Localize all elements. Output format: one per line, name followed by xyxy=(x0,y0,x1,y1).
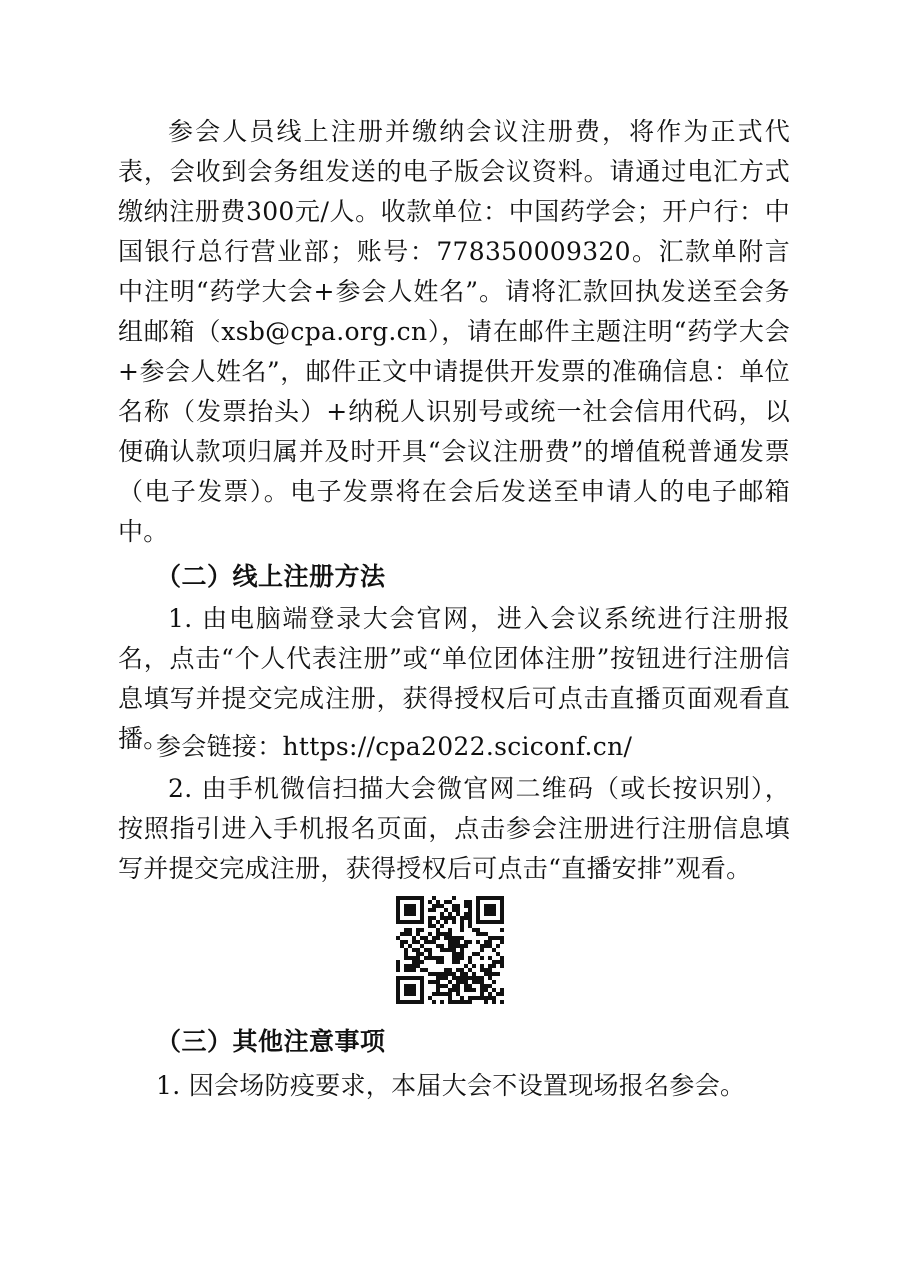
note-no-onsite-registration: 1. 因会场防疫要求，本届大会不设置现场报名参会。 xyxy=(156,1071,746,1100)
section-heading-other-notes: （三）其他注意事项 xyxy=(156,1027,386,1056)
registration-link[interactable]: 参会链接：https://cpa2022.sciconf.cn/ xyxy=(156,732,633,761)
registration-fee-paragraph: 参会人员线上注册并缴纳会议注册费，将作为正式代表，会收到会务组发送的电子版会议资料。请通过电汇方式缴纳注册费300元/人。收款单位：中国药学会；开户行：中国银行总行营业部；账号：778350009320。汇款单附言中注明“药学大会+参会人姓名”。请将汇款回执发送至会务组邮箱（xsb@cpa.org.cn），请在邮件主题注明“药学大会+参会人姓名”，邮件正文中请提供开发票的准确信息：单位名称（发票抬头）+纳税人识别号或统一社会信用代码，以便确认款项归属并及时开具“会议注册费”的增值税普通发票（电子发票）。电子发票将在会后发送至申请人的电子邮箱中。 xyxy=(118,117,790,546)
registration-method-1: 1. 由电脑端登录大会官网，进入会议系统进行注册报名，点击“个人代表注册”或“单位团体注册”按钮进行注册信息填写并提交完成注册，获得授权后可点击直播页面观看直播。 xyxy=(118,604,790,753)
section-heading-online-registration: （二）线上注册方法 xyxy=(156,562,386,591)
registration-method-2: 2. 由手机微信扫描大会微官网二维码（或长按识别），按照指引进入手机报名页面，点击参会注册进行注册信息填写并提交完成注册，获得授权后可点击“直播安排”观看。 xyxy=(118,774,790,883)
qr-code-icon xyxy=(396,896,504,1004)
